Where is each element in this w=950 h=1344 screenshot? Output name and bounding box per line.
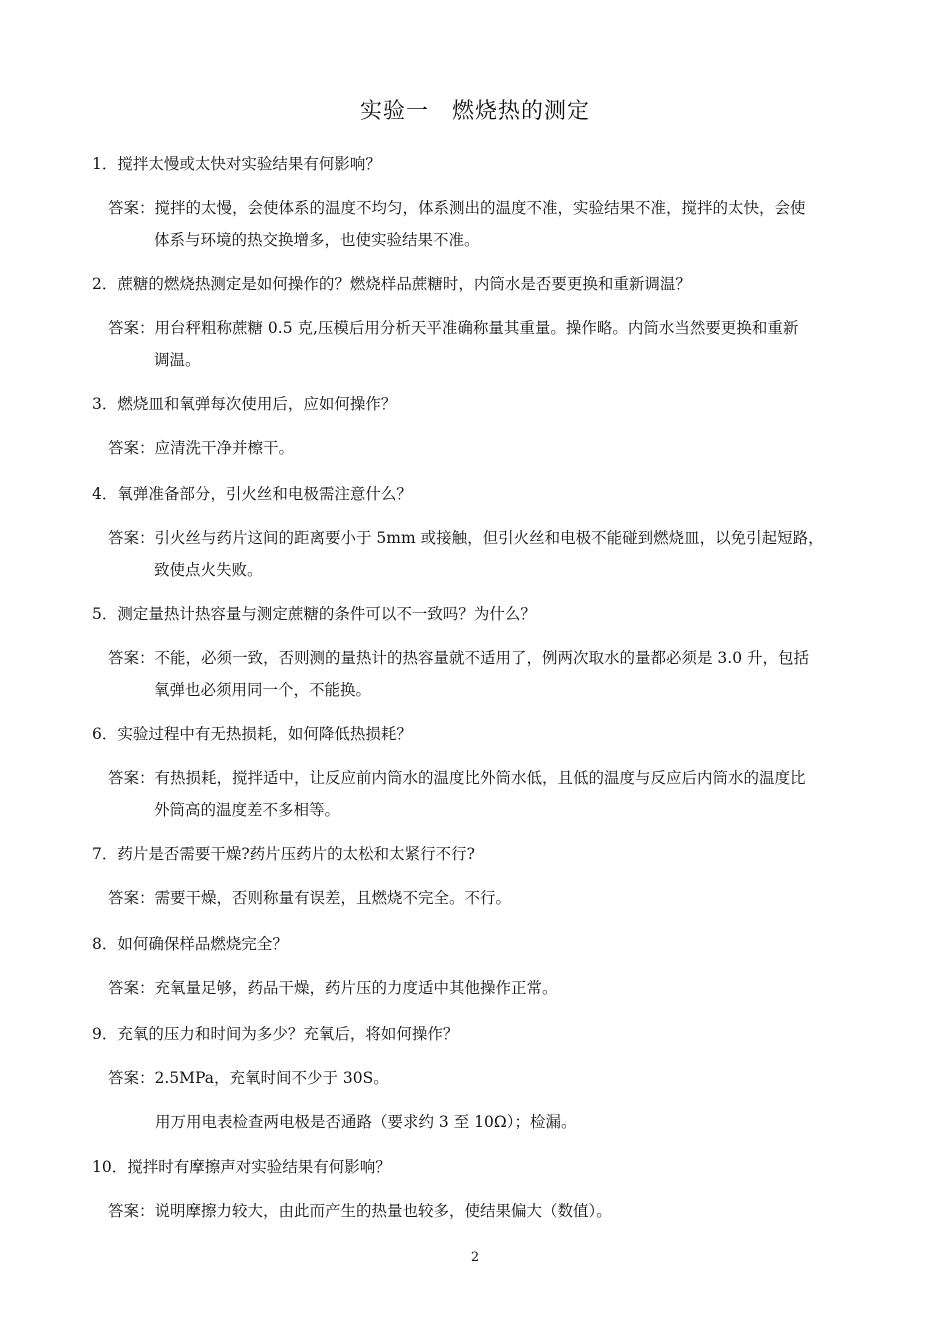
answer-9 [108, 1062, 860, 1094]
question-6: 6．实验过程中有无热损耗，如何降低热损耗？ [92, 725, 412, 743]
answer-4-line-1: 答案：引火丝与药片这间的距离要小于 5mm 或接触，但引火丝和电极不能碰到燃烧皿，以免引起短路， [108, 529, 824, 547]
answer-1-line-1: 答案：搅拌的太慢，会使体系的温度不均匀，体系测出的温度不准，实验结果不准，搅拌的太快，会使 [108, 199, 806, 217]
answer-10-line-1: 答案：说明摩擦力较大，由此而产生的热量也较多，使结果偏大（数值）。 [108, 1202, 612, 1220]
question-9: 9．充氧的压力和时间为多少？充氧后，将如何操作？ [92, 1025, 459, 1043]
answer-1 [108, 192, 860, 256]
answer-2-line-2: 调温。 [154, 351, 201, 369]
answer-5 [108, 642, 860, 706]
answer-9-extra-line: 用万用电表检查两电极是否通路（要求约 3 至 10Ω）；检漏。 [155, 1113, 577, 1131]
answer-3-line-1: 答案：应清洗干净并檫干。 [108, 439, 295, 457]
answer-9-line-1: 答案：2.5MPa，充氧时间不少于 30S。 [108, 1069, 389, 1087]
question-7: 7．药片是否需要干燥?药片压药片的太松和太紧行不行? [92, 845, 475, 863]
answer-2 [108, 312, 860, 376]
question-3: 3．燃烧皿和氧弹每次使用后，应如何操作？ [92, 395, 397, 413]
answer-3 [108, 432, 860, 464]
answer-2-line-1: 答案：用台秤粗称蔗糖 0.5 克,压模后用分析天平准确称量其重量。操作略。内筒水当然要更换和重新 [108, 319, 799, 337]
question-2: 2．蔗糖的燃烧热测定是如何操作的？燃烧样品蔗糖时，内筒水是否要更换和重新调温？ [92, 275, 691, 293]
answer-5-line-1: 答案：不能，必须一致，否则测的量热计的热容量就不适用了，例两次取水的量都必须是 3.0 升，包括 [108, 649, 810, 667]
answer-4 [108, 522, 860, 586]
answer-8-line-1: 答案：充氧量足够，药品干燥，药片压的力度适中其他操作正常。 [108, 979, 558, 997]
question-10: 10．搅拌时有摩擦声对实验结果有何影响？ [92, 1158, 391, 1176]
page-title: 实验一 燃烧热的测定 [359, 99, 590, 124]
answer-7-line-1: 答案：需要干燥，否则称量有误差，且燃烧不完全。不行。 [108, 889, 512, 907]
answer-4-line-2: 致使点火失败。 [154, 561, 263, 579]
answer-7 [108, 882, 860, 914]
answer-8 [108, 972, 860, 1004]
question-8: 8．如何确保样品燃烧完全？ [92, 935, 288, 953]
question-5: 5．测定量热计热容量与测定蔗糖的条件可以不一致吗？为什么？ [92, 605, 536, 623]
answer-6-line-2: 外筒高的温度差不多相等。 [154, 801, 341, 819]
question-1: 1．搅拌太慢或太快对实验结果有何影响？ [92, 155, 381, 173]
answer-6 [108, 762, 860, 826]
answer-10 [108, 1195, 860, 1227]
page-number: 2 [470, 1250, 480, 1265]
answer-6-line-1: 答案：有热损耗，搅拌适中，让反应前内筒水的温度比外筒水低，且低的温度与反应后内筒水的温度比 [108, 769, 806, 787]
answer-1-line-2: 体系与环境的热交换增多，也使实验结果不准。 [154, 231, 480, 249]
question-4: 4．氧弹准备部分，引火丝和电极需注意什么？ [92, 485, 412, 503]
answer-5-line-2: 氧弹也必须用同一个，不能换。 [154, 681, 372, 699]
